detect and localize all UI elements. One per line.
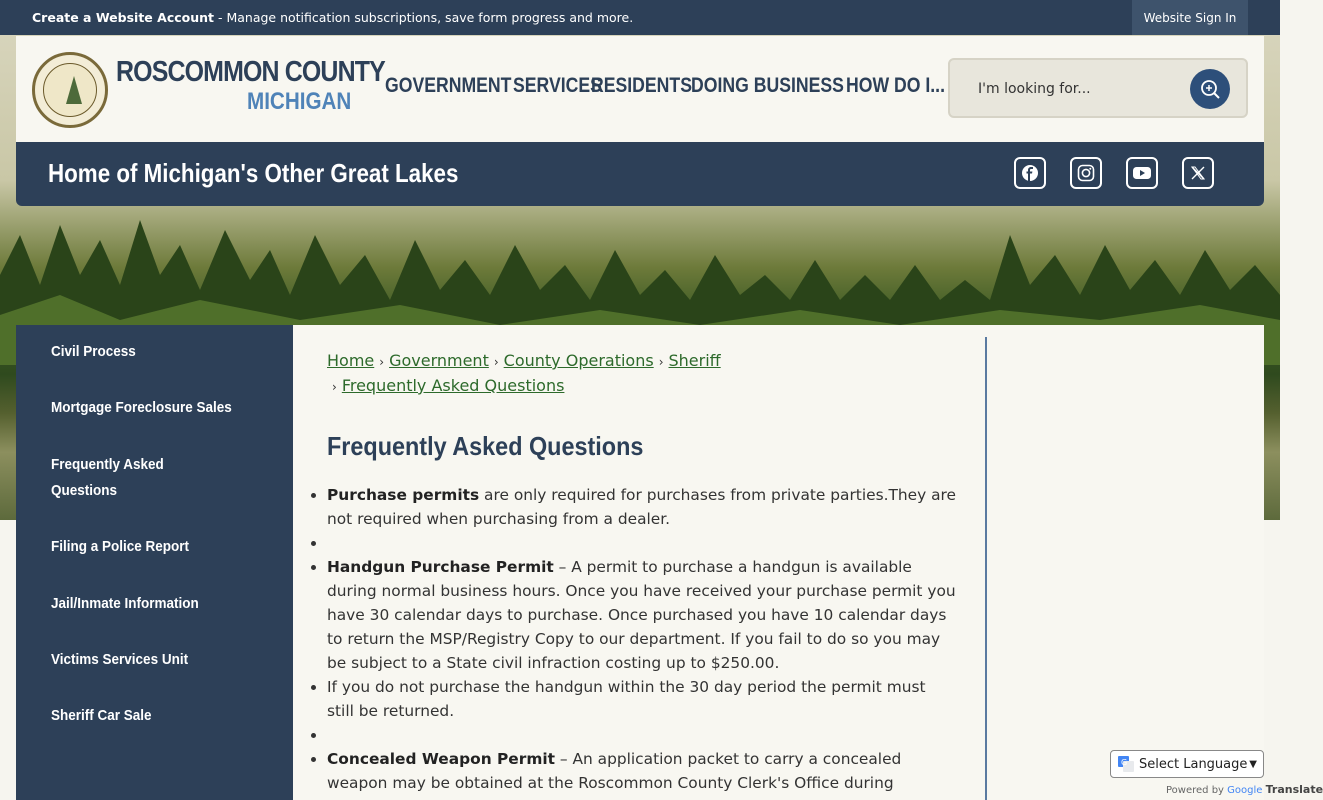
tagline-bar xyxy=(16,142,1264,206)
list-item xyxy=(327,723,957,747)
sidebar-item-mortgage-foreclosure[interactable]: Mortgage Foreclosure Sales xyxy=(51,399,232,416)
list-item-bold: Purchase permits xyxy=(327,486,480,504)
x-glyph xyxy=(1190,165,1206,181)
county-seal-logo[interactable] xyxy=(32,52,108,128)
breadcrumb-government[interactable]: Government xyxy=(389,351,489,370)
list-item xyxy=(327,555,957,675)
account-notice xyxy=(32,10,633,25)
account-description: - Manage notification subscriptions, save form progress and more. xyxy=(214,10,634,25)
sidebar-item-faq[interactable]: Frequently Asked Questions xyxy=(51,456,164,499)
breadcrumb-sheriff[interactable]: Sheriff xyxy=(668,351,721,370)
breadcrumb-current[interactable]: Frequently Asked Questions xyxy=(341,376,565,395)
sign-in-button[interactable]: Website Sign In xyxy=(1132,0,1248,35)
list-item xyxy=(327,531,957,555)
chevron-down-icon: ▼ xyxy=(1249,758,1257,770)
nav-services[interactable]: SERVICES xyxy=(513,74,602,97)
youtube-glyph xyxy=(1132,165,1152,181)
list-item xyxy=(327,747,957,795)
search-button[interactable] xyxy=(1190,69,1230,109)
language-select-label: Select Language xyxy=(1139,756,1248,772)
list-item-text: If you do not purchase the handgun within the 30 day period the permit must still be returned. xyxy=(327,678,926,720)
svg-text:G: G xyxy=(1121,758,1128,767)
nav-doing-business[interactable]: DOING BUSINESS xyxy=(691,74,844,97)
breadcrumb-separator: › xyxy=(658,355,664,369)
facebook-glyph xyxy=(1021,164,1039,182)
list-item xyxy=(327,483,957,531)
sidebar-item-sheriff-car-sale[interactable]: Sheriff Car Sale xyxy=(51,707,152,724)
list-item-bold: Handgun Purchase Permit xyxy=(327,558,554,576)
sidebar-item-civil-process[interactable]: Civil Process xyxy=(51,343,136,360)
translate-link[interactable]: Translate xyxy=(1265,783,1323,796)
nav-government[interactable]: GOVERNMENT xyxy=(385,74,512,97)
list-item-text: – A permit to purchase a handgun is available during normal business hours. Once you have received your purchase permit you have 30 calendar days to purchase. Once purchased you have 10 calendar days to return the MSP/Registry Copy to our department. If you fail to do so you may be subject to a State civil infraction costing up to $250.00. xyxy=(327,558,956,672)
seal-tree-icon xyxy=(66,76,82,104)
column-divider xyxy=(985,337,987,800)
list-item-text: are only required for purchases from private parties.They are not required when purchasing from a dealer. xyxy=(327,486,957,528)
main-content xyxy=(293,325,1264,800)
breadcrumb-home[interactable]: Home xyxy=(327,351,375,370)
nav-how-do-i[interactable]: HOW DO I... xyxy=(846,74,945,97)
create-account-link[interactable]: Create a Website Account xyxy=(32,10,214,25)
faq-content xyxy=(327,483,957,795)
google-translate-icon xyxy=(1117,755,1135,773)
site-subtitle[interactable]: MICHIGAN xyxy=(247,88,352,115)
breadcrumb-separator: › xyxy=(379,355,385,369)
list-item xyxy=(327,675,957,723)
breadcrumb xyxy=(327,349,721,399)
instagram-icon[interactable] xyxy=(1070,157,1102,189)
top-utility-bar xyxy=(0,0,1280,35)
nav-residents[interactable]: RESIDENTS xyxy=(591,74,692,97)
search-icon xyxy=(1199,78,1221,100)
list-item-bold: Concealed Weapon Permit xyxy=(327,750,555,768)
search-input[interactable] xyxy=(978,77,1188,101)
breadcrumb-separator: › xyxy=(332,380,337,394)
sidebar-item-police-report[interactable]: Filing a Police Report xyxy=(51,538,190,555)
powered-by-google xyxy=(1166,783,1323,796)
breadcrumb-separator: › xyxy=(493,355,499,369)
facebook-icon[interactable] xyxy=(1014,157,1046,189)
site-title[interactable]: ROSCOMMON COUNTY xyxy=(116,56,385,88)
site-header xyxy=(16,36,1264,142)
breadcrumb-county-operations[interactable]: County Operations xyxy=(503,351,654,370)
youtube-icon[interactable] xyxy=(1126,157,1158,189)
tagline: Home of Michigan's Other Great Lakes xyxy=(48,158,459,188)
search-box xyxy=(948,58,1248,118)
faq-list xyxy=(327,483,957,795)
seal-inner xyxy=(43,63,97,117)
powered-by-label: Powered by xyxy=(1166,785,1224,796)
sidebar-item-victims-services[interactable]: Victims Services Unit xyxy=(51,651,189,668)
page-title: Frequently Asked Questions xyxy=(327,431,644,461)
section-sidebar xyxy=(16,325,293,800)
language-select[interactable] xyxy=(1110,750,1264,778)
instagram-glyph xyxy=(1077,164,1095,182)
sidebar-item-jail-inmate[interactable]: Jail/Inmate Information xyxy=(51,595,199,612)
google-logo-text: Google xyxy=(1227,785,1263,796)
x-twitter-icon[interactable] xyxy=(1182,157,1214,189)
list-item-text: – An application packet to carry a concealed weapon may be obtained at the Roscommon County Clerk's Office during xyxy=(327,750,902,792)
